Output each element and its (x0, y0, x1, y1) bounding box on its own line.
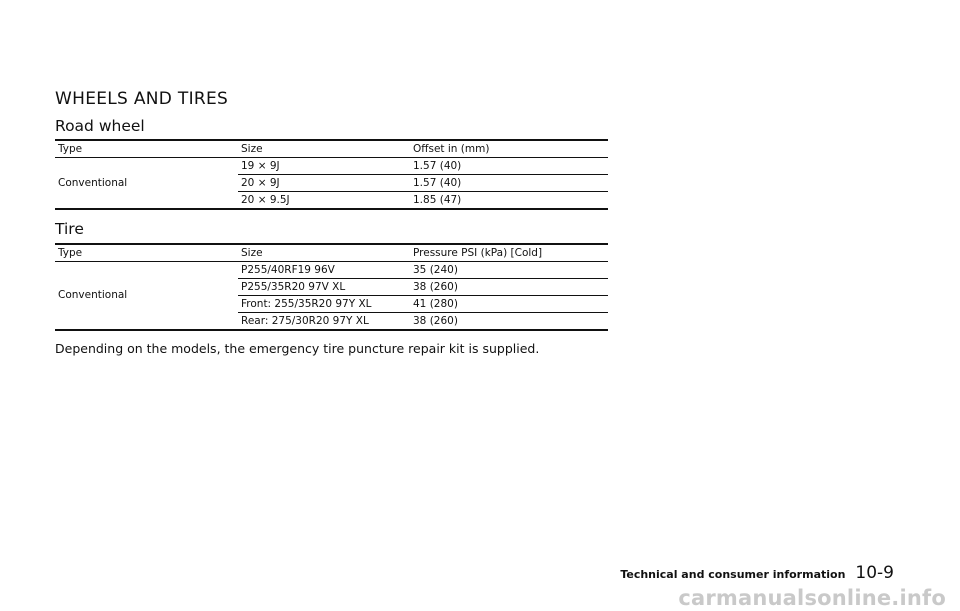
column-header-pressure: Pressure PSI (kPa) [Cold] (410, 244, 608, 262)
wheel-offset-cell: 1.57 (40) (410, 175, 608, 192)
tire-size-cell: P255/35R20 97V XL (238, 279, 410, 296)
tire-size-cell: Rear: 275/30R20 97Y XL (238, 313, 410, 331)
table-row (55, 158, 608, 175)
puncture-kit-note: Depending on the models, the emergency tire puncture repair kit is supplied. (55, 341, 540, 356)
table-row (55, 262, 608, 279)
wheel-size-cell: 19 × 9J (238, 158, 410, 175)
wheel-size-cell: 20 × 9.5J (238, 192, 410, 210)
tire-pressure-cell: 38 (260) (410, 313, 608, 331)
wheel-type-cell: Conventional (55, 158, 238, 210)
tire-title: Tire (55, 220, 84, 238)
column-header-size: Size (238, 244, 410, 262)
table-header-row (55, 244, 608, 262)
wheel-offset-cell: 1.57 (40) (410, 158, 608, 175)
section-title: WHEELS AND TIRES (55, 89, 229, 109)
column-header-type: Type (55, 140, 238, 158)
column-header-type: Type (55, 244, 238, 262)
tire-size-cell: Front: 255/35R20 97Y XL (238, 296, 410, 313)
road-wheel-title: Road wheel (55, 117, 145, 135)
tire-table (55, 243, 608, 331)
table-header-row (55, 140, 608, 158)
road-wheel-table (55, 139, 608, 210)
tire-pressure-cell: 41 (280) (410, 296, 608, 313)
wheel-size-cell: 20 × 9J (238, 175, 410, 192)
column-header-size: Size (238, 140, 410, 158)
tire-pressure-cell: 35 (240) (410, 262, 608, 279)
footer-section-title: Technical and consumer information (620, 568, 846, 581)
page-number: 10-9 (855, 563, 894, 583)
tire-type-cell: Conventional (55, 262, 238, 331)
tire-size-cell: P255/40RF19 96V (238, 262, 410, 279)
page-footer (620, 563, 894, 583)
watermark: carmanualsonline.info (678, 586, 946, 610)
tire-pressure-cell: 38 (260) (410, 279, 608, 296)
wheel-offset-cell: 1.85 (47) (410, 192, 608, 210)
column-header-offset: Offset in (mm) (410, 140, 608, 158)
